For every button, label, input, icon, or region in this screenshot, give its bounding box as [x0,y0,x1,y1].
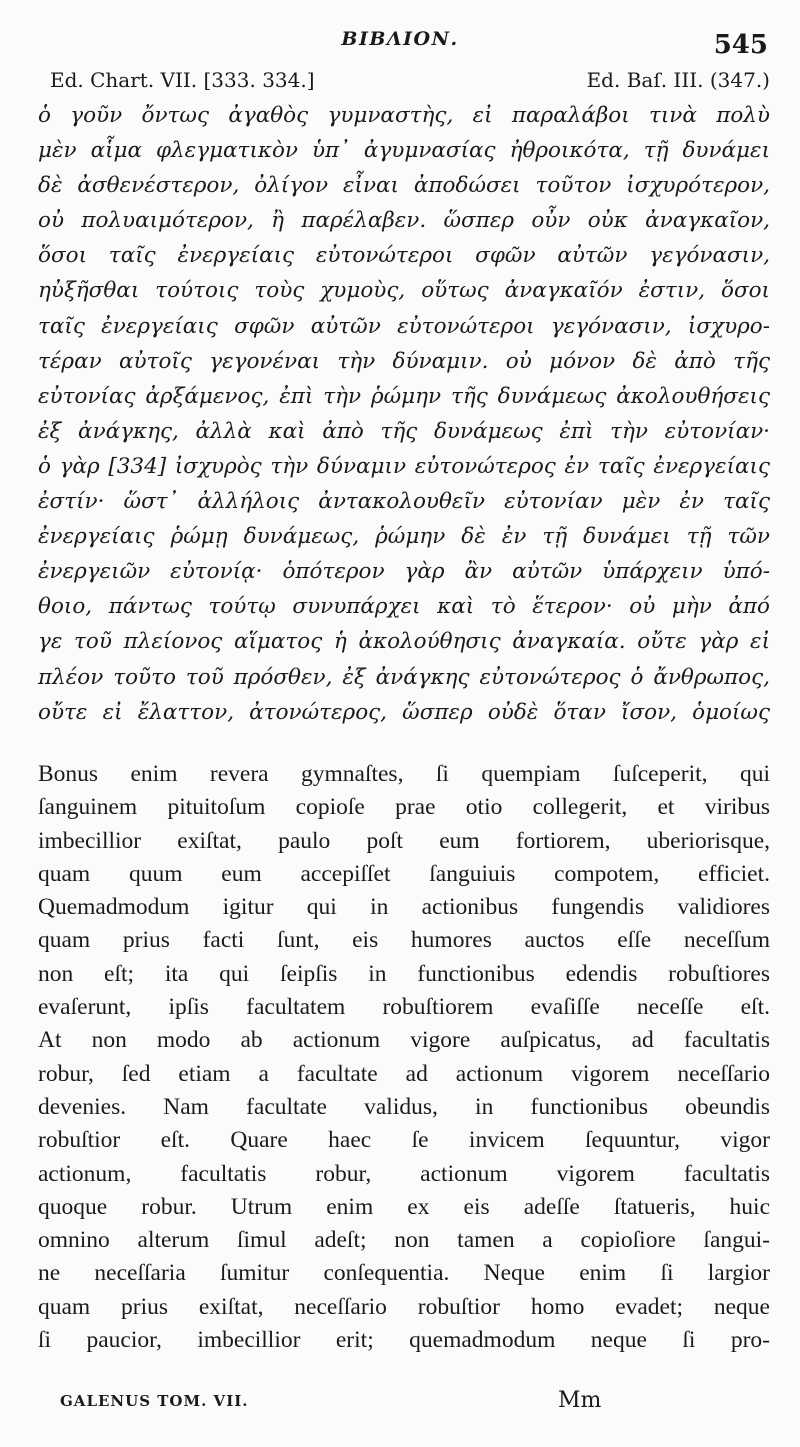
greek-line: ὅσοι ταῖς ἐνεργείαις εὐτονώτεροι σφῶν αὐτῶν γεγόνασιν, [38,243,770,269]
running-title: ΒΙΒΛΙΟΝ. [341,28,459,50]
greek-line: ὁ γὰρ [334] ἰσχυρὸς τὴν δύναμιν εὐτονώτερος ἐν ταῖς ἐνεργείαις [38,453,770,479]
greek-line: ἐνεργείαις ῥώμῃ δυνάμεως, ῥώμην δὲ ἐν τῇ δυνάμει τῇ τῶν [38,524,770,550]
greek-line: οὔτε εἰ ἔλαττον, ἀτονώτερος, ὥσπερ οὐδὲ ὅταν ἴσον, ὁμοίως [38,699,770,725]
latin-line: actionum, facultatis robur, actionum vigorem facultatis [38,1160,770,1187]
latin-line: ſanguinem pituitoſum copioſe prae otio collegerit, et viribus [38,794,770,821]
greek-line: ηὐξῆσθαι τούτοις τοὺς χυμοὺς, οὕτως ἀναγκαῖόν ἐστιν, ὅσοι [38,278,770,304]
latin-line: ne neceſſaria ſumitur conſequentia. Neque enim ſi largior [38,1260,770,1287]
greek-line: ταῖς ἐνεργείαις σφῶν αὐτῶν εὐτονώτεροι γεγόνασιν, ἰσχυρο- [38,313,770,339]
latin-line: quoque robur. Utrum enim ex eis adeſſe ſtatueris, huic [38,1193,770,1220]
greek-line: εὐτονίας ἀρξάμενος, ἐπὶ τὴν ῥώμην τῆς δυνάμεως ἀκολουθήσεις [38,383,770,409]
edition-reference-right: Ed. Baſ. III. (347.) [586,68,770,92]
greek-line: ὁ γοῦν ὄντως ἀγαθὸς γυμναστὴς, εἰ παραλάβοι τινὰ πολὺ [38,103,770,128]
greek-line: δὲ ἀσθενέστερον, ὀλίγον εἶναι ἀποδώσει τοῦτον ἰσχυρότερον, [38,173,770,199]
greek-line: πλέον τοῦτο τοῦ πρόσθεν, ἐξ ἀνάγκης εὐτονώτερος ὁ ἄνθρωπος, [38,664,770,690]
latin-line: imbecillior exiſtat, paulo poſt eum fortiorem, uberiorisque, [38,827,770,854]
greek-line: ἐξ ἀνάγκης, ἀλλὰ καὶ ἀπὸ τῆς δυνάμεως ἐπὶ τὴν εὐτονίαν· [38,418,770,444]
greek-line: θοιο, πάντως τούτῳ συνυπάρχει καὶ τὸ ἕτερον· οὐ μὴν ἀπό [38,594,770,620]
greek-text-block [38,98,770,730]
gathering-mark: Mm [558,1388,602,1413]
latin-line: quam prius facti ſunt, eis humores auctos eſſe neceſſum [38,927,770,954]
latin-line: Quemadmodum igitur qui in actionibus fungendis validiores [38,894,770,921]
latin-line: evaſerunt, ipſis facultatem robuſtiorem evaſiſſe neceſſe eſt. [38,994,770,1021]
latin-line: non eſt; ita qui ſeipſis in functionibus edendis robuſtiores [38,960,770,987]
latin-line: At non modo ab actionum vigore auſpicatus, ad facultatis [38,1027,770,1054]
latin-line: ſi paucior, imbecillior erit; quemadmodum neque ſi pro- [38,1327,770,1354]
printer-signature: GALENUS TOM. VII. [60,1392,249,1410]
latin-line: robuſtior eſt. Quare haec ſe invicem ſequuntur, vigor [38,1127,770,1154]
latin-line: quam quum eum accepiſſet ſanguiuis compotem, efficiet. [38,860,770,887]
latin-text-block [38,758,770,1357]
latin-line: Bonus enim revera gymnaſtes, ſi quempiam ſuſceperit, qui [38,761,770,787]
latin-line: devenies. Nam facultate validus, in functionibus obeundis [38,1093,770,1120]
latin-line: omnino alterum ſimul adeſt; non tamen a copioſiore ſangui- [38,1227,770,1254]
edition-reference-left: Ed. Chart. VII. [333. 334.] [50,68,315,92]
greek-line: ἐστίν· ὥστ᾽ ἀλλήλοις ἀντακολουθεῖν εὐτονίαν μὲν ἐν ταῖς [38,489,770,515]
latin-line: quam prius exiſtat, neceſſario robuſtior homo evadet; neque [38,1293,770,1320]
greek-line: γε τοῦ πλείονος αἵματος ἡ ἀκολούθησις ἀναγκαία. οὔτε γὰρ εἰ [38,629,770,655]
edition-references [50,68,770,92]
latin-line: robur, ſed etiam a facultate ad actionum vigorem neceſſario [38,1060,770,1087]
greek-line: ἐνεργειῶν εὐτονίᾳ· ὁπότερον γὰρ ἂν αὐτῶν ὑπάρχειν ὑπό- [38,559,770,585]
greek-line: οὐ πολυαιμότερον, ἢ παρέλαβεν. ὥσπερ οὖν οὐκ ἀναγκαῖον, [38,208,770,234]
page-number: 545 [713,30,768,60]
greek-line: τέραν αὐτοῖς γεγονέναι τὴν δύναμιν. οὐ μόνον δὲ ἀπὸ τῆς [38,348,770,374]
greek-line: μὲν αἷμα φλεγματικὸν ὑπ᾽ ἀγυμνασίας ἠθροικότα, τῇ δυνάμει [38,138,770,164]
